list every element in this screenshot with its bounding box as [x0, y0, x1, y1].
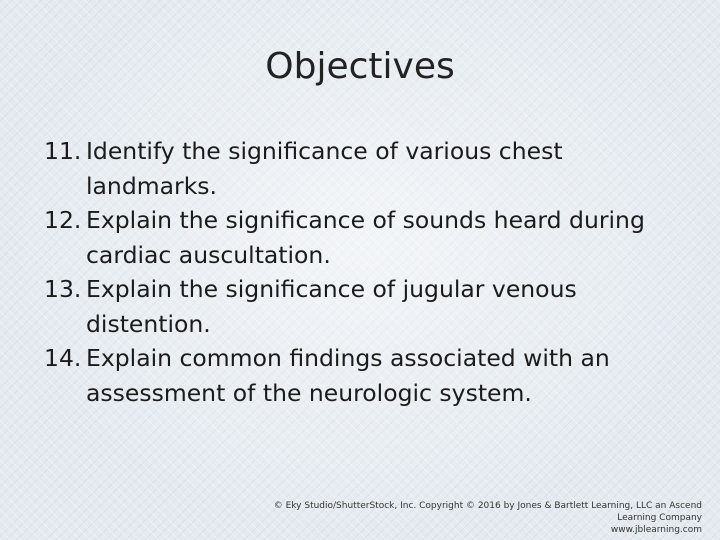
publisher-website: www.jblearning.com — [610, 525, 702, 535]
copyright-notice — [232, 500, 702, 536]
objective-number: 13. — [44, 275, 82, 303]
slide-title: Objectives — [265, 46, 455, 87]
objective-text: Explain common findings associated with an assessment of the neurologic system. — [86, 344, 610, 407]
objective-number: 14. — [44, 344, 82, 372]
objective-item — [44, 203, 684, 272]
objectives-list — [44, 134, 684, 410]
objective-item — [44, 134, 684, 203]
copyright-text: © Eky Studio/ShutterStock, Inc. Copyright © 2016 by Jones & Bartlett Learning, LLC an Ascend Learning Company — [273, 501, 702, 523]
objective-text: Identify the significance of various chest landmarks. — [86, 137, 563, 200]
objective-text: Explain the significance of sounds heard during cardiac auscultation. — [86, 206, 645, 269]
objective-item — [44, 272, 684, 341]
objective-number: 12. — [44, 206, 82, 234]
objective-number: 11. — [44, 137, 82, 165]
objective-text: Explain the significance of jugular venous distention. — [86, 275, 577, 338]
objective-item — [44, 341, 684, 410]
